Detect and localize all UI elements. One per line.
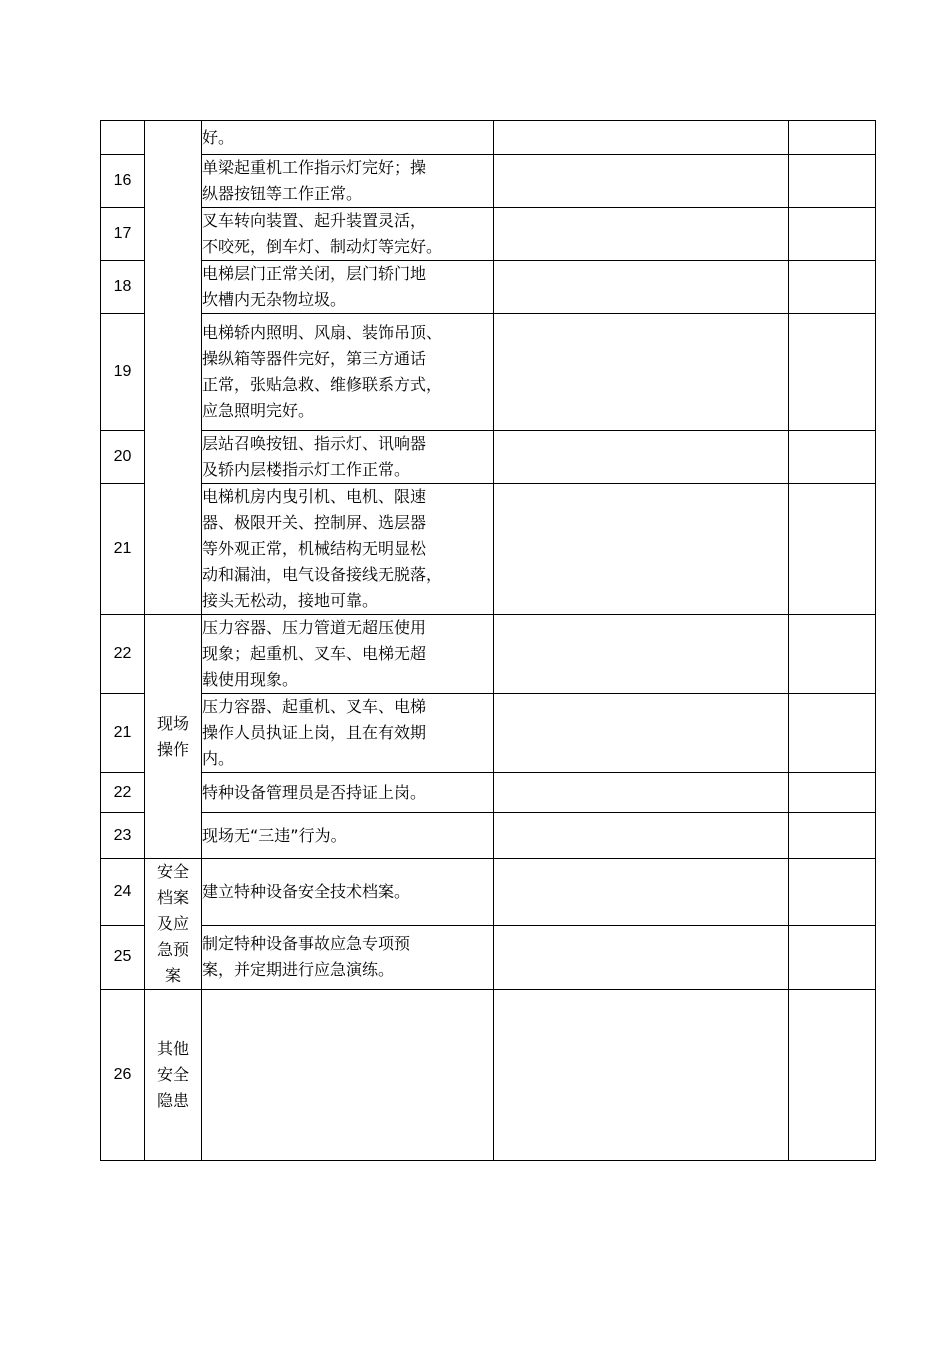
check-item: 电梯机房内曳引机、电机、限速 器、极限开关、控制屏、选层器 等外观正常，机械结构无明显松 动和漏油，电气设备接线无脱落， 接头无松动，接地可靠。 [202,484,494,615]
check-item: 叉车转向装置、起升装置灵活， 不咬死，倒车灯、制动灯等完好。 [202,208,494,261]
remark-cell [789,615,876,694]
result-cell [494,990,789,1161]
check-item: 特种设备管理员是否持证上岗。 [202,773,494,813]
row-number: 16 [101,155,145,208]
check-item: 现场无“三违”行为。 [202,813,494,859]
check-item: 层站召唤按钮、指示灯、讯响器 及轿内层楼指示灯工作正常。 [202,431,494,484]
category-cell-other: 其他 安全 隐患 [145,990,202,1161]
table-row [101,121,876,155]
remark-cell [789,859,876,926]
category-cell-equipment [145,121,202,615]
result-cell [494,261,789,314]
check-item: 建立特种设备安全技术档案。 [202,859,494,926]
remark-cell [789,314,876,431]
remark-cell [789,431,876,484]
table-row [101,484,876,615]
row-number: 24 [101,859,145,926]
result-cell [494,431,789,484]
remark-cell [789,773,876,813]
table-row [101,261,876,314]
remark-cell [789,484,876,615]
row-number: 21 [101,484,145,615]
table-row [101,773,876,813]
result-cell [494,121,789,155]
remark-cell [789,121,876,155]
row-number [101,121,145,155]
result-cell [494,155,789,208]
table-row [101,925,876,989]
result-cell [494,859,789,926]
check-item: 电梯轿内照明、风扇、装饰吊顶、 操纵箱等器件完好，第三方通话 正常，张贴急救、维修联系方式， 应急照明完好。 [202,314,494,431]
result-cell [494,813,789,859]
check-item: 好。 [202,121,494,155]
check-item: 单梁起重机工作指示灯完好；操 纵器按钮等工作正常。 [202,155,494,208]
table-row [101,859,876,926]
remark-cell [789,990,876,1161]
check-item: 电梯层门正常关闭，层门轿门地 坎槽内无杂物垃圾。 [202,261,494,314]
row-number: 22 [101,615,145,694]
check-item [202,990,494,1161]
table-row [101,813,876,859]
row-number: 17 [101,208,145,261]
table-row [101,694,876,773]
table-row [101,314,876,431]
check-item: 压力容器、起重机、叉车、电梯 操作人员执证上岗，且在有效期 内。 [202,694,494,773]
category-cell-onsite: 现场 操作 [145,615,202,859]
table-row [101,431,876,484]
result-cell [494,925,789,989]
result-cell [494,694,789,773]
result-cell [494,314,789,431]
row-number: 22 [101,773,145,813]
result-cell [494,208,789,261]
table-row [101,208,876,261]
remark-cell [789,925,876,989]
row-number: 19 [101,314,145,431]
table-row [101,615,876,694]
check-item: 压力容器、压力管道无超压使用 现象；起重机、叉车、电梯无超 载使用现象。 [202,615,494,694]
inspection-table [100,120,876,1161]
row-number: 18 [101,261,145,314]
row-number: 25 [101,925,145,989]
row-number: 26 [101,990,145,1161]
table-row [101,990,876,1161]
result-cell [494,773,789,813]
remark-cell [789,261,876,314]
check-item: 制定特种设备事故应急专项预 案，并定期进行应急演练。 [202,925,494,989]
remark-cell [789,208,876,261]
result-cell [494,615,789,694]
remark-cell [789,155,876,208]
table-row [101,155,876,208]
remark-cell [789,694,876,773]
remark-cell [789,813,876,859]
category-cell-archive: 安全 档案 及应 急预 案 [145,859,202,990]
row-number: 21 [101,694,145,773]
row-number: 23 [101,813,145,859]
result-cell [494,484,789,615]
row-number: 20 [101,431,145,484]
